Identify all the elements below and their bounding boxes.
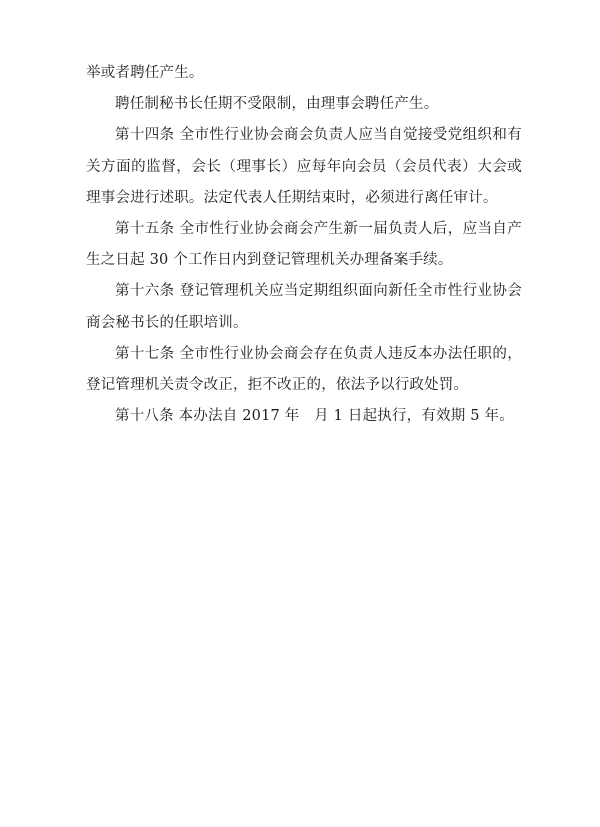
paragraph-2: 聘任制秘书长任期不受限制，由理事会聘任产生。 xyxy=(115,96,439,113)
paragraph-article-15: 第十五条 全市性行业协会商会产生新一届负责人后，应当自产生之日起 30 个工作日内到登记管理机关办理备案手续。 xyxy=(86,221,522,269)
document-body xyxy=(86,58,522,432)
paragraph-article-17: 第十七条 全市性行业协会商会存在负责人违反本办法任职的，登记管理机关责令改正，拒不改正的，依法予以行政处罚。 xyxy=(86,345,522,394)
paragraph-article-14: 第十四条 全市性行业协会商会负责人应当自觉接受党组织和有关方面的监督，会长（理事长）应每年向会员（会员代表）大会或理事会进行述职。法定代表人任期结束时，必须进行离任审计。 xyxy=(86,127,522,206)
paragraph-1: 举或者聘任产生。 xyxy=(86,65,204,81)
paragraph-article-18: 第十八条 本办法自 2017 年 月 1 日起执行，有效期 5 年。 xyxy=(115,408,514,425)
paragraph-article-16: 第十六条 登记管理机关应当定期组织面向新任全市性行业协会商会秘书长的任职培训。 xyxy=(86,283,522,331)
